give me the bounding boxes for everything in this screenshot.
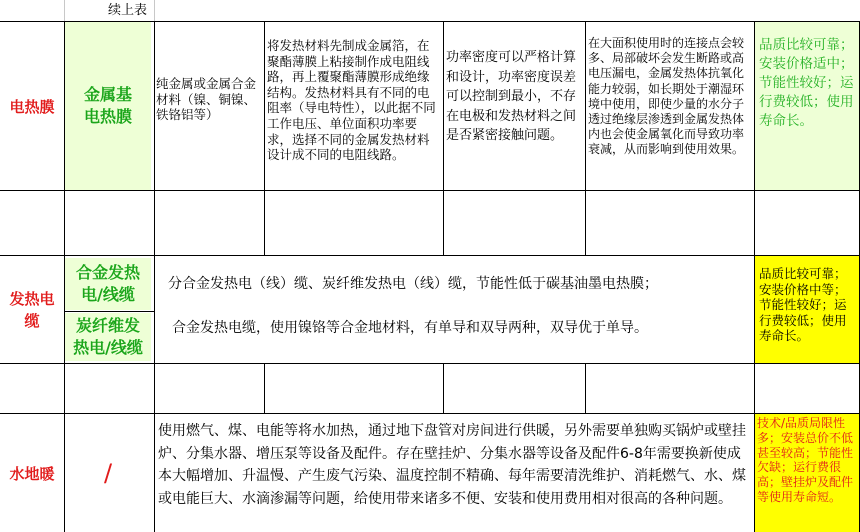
category-water-floor-heating: 水地暖 bbox=[9, 464, 55, 483]
category-heating-cable: 发热电缆 bbox=[9, 290, 55, 330]
continued-label: 续上表 bbox=[108, 3, 148, 18]
film-process: 将发热材料先制成金属箔，在聚酯薄膜上粘接制作成电阻线路，再上覆聚酯薄膜形成绝缘结构。发热材料具有不同的电阻率（导电特性），以此据不同工作电压、单位面积功率要求，选择不同的金属发热材料设计成不同的电阻线路。 bbox=[267, 38, 436, 163]
category-electric-film: 电热膜 bbox=[9, 97, 55, 116]
subtype-metal-film: 金属基电热膜 bbox=[65, 22, 151, 190]
subtype-alloy-cable: 合金发热电/线缆 bbox=[65, 258, 151, 310]
cable-summary: 品质比较可靠；安装价格中等；节能性较好；运行费较低；使用寿命长。 bbox=[755, 256, 860, 363]
film-material: 纯金属或金属合金材料（镍、铜镍、铁铬铝等） bbox=[156, 76, 257, 123]
subtype-carbon-fiber-cable: 炭纤维发热电/线缆 bbox=[65, 313, 151, 361]
film-issues: 在大面积使用时的连接点会较多、局部破坏会发生断路或高电压漏电，金属发热体抗氧化能力较弱，如长期处于潮湿环境中使用，即使少量的水分子透过绝缘层渗透到金属发热体内也会使金属氧化而导致功率衰减，从而影响到使用效果。 bbox=[588, 36, 745, 157]
cable-desc-types: 分合金发热电（线）缆、炭纤维发热电（线）缆，节能性低于碳基油墨电热膜； bbox=[168, 276, 658, 292]
cable-desc-alloy: 合金发热电缆，使用镍铬等合金地材料，有单导和双导两种，双导优于单导。 bbox=[172, 320, 648, 336]
film-summary: 品质比较可靠；安装价格适中；节能性较好；运行费较低；使用寿命长。 bbox=[755, 22, 860, 190]
water-subtype-slash: / bbox=[103, 459, 113, 487]
film-power-density: 功率密度可以严格计算和设计，功率密度误差可以控制到最小，不存在电极和发热材料之间是否紧密接触问题。 bbox=[446, 50, 577, 143]
water-description: 使用燃气、煤、电能等将水加热，通过地下盘管对房间进行供暖，另外需要单独购买锅炉或壁挂炉、分集水器、增压泵等设备及配件。存在壁挂炉、分集水器等设备及配件6-8年需要换新使成本大幅增加、升温慢、产生废气污染、温度控制不精确、每年需要清洗维护、消耗燃气、水、煤或电能巨大、水滴渗漏等问题，给使用带来诸多不便、安装和使用费用相对很高的各种问题。 bbox=[158, 423, 746, 507]
water-summary: 技术/品质局限性多；安装总价不低甚至较高；节能性欠缺；运行费很高；壁挂炉及配件等使用寿命短。 bbox=[755, 414, 860, 532]
